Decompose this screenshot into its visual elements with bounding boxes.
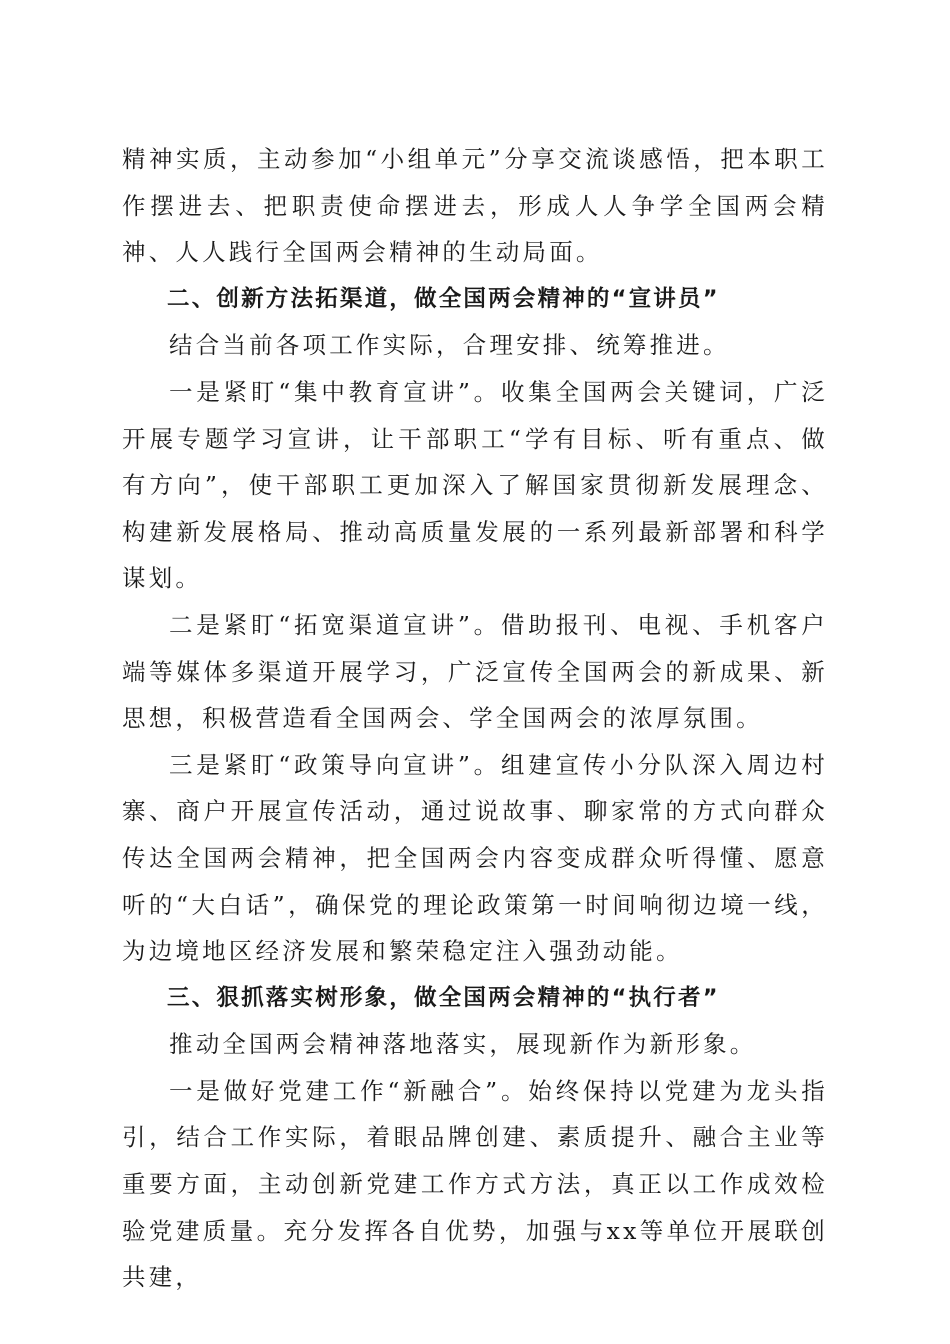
paragraph-item-2-2: 二是紧盯“拓宽渠道宣讲”。借助报刊、电视、手机客户端等媒体多渠道开展学习，广泛宣传全国两会的新成果、新思想，积极营造看全国两会、学全国两会的浓厚氛围。 (122, 610, 828, 733)
paragraph-intro-3: 推动全国两会精神落地落实，展现新作为新形象。 (169, 1030, 757, 1059)
paragraph-item-2-3: 三是紧盯“政策导向宣讲”。组建宣传小分队深入周边村寨、商户开展宣传活动，通过说故事、聊家常的方式向群众传达全国两会精神，把全国两会内容变成群众听得懂、愿意听的“大白话”，确保党的理论政策第一时间响彻边境一线，为边境地区经济发展和繁荣稳定注入强劲动能。 (122, 750, 828, 966)
paragraph-item-3-1: 一是做好党建工作“新融合”。始终保持以党建为龙头指引，结合工作实际，着眼品牌创建、素质提升、融合主业等重要方面，主动创新党建工作方式方法，真正以工作成效检验党建质量。充分发挥各自优势，加强与xx等单位开展联创共建， (122, 1076, 828, 1292)
section-heading-3: 三、狠抓落实树形象，做全国两会精神的“执行者” (167, 984, 720, 1011)
paragraph-item-2-1: 一是紧盯“集中教育宣讲”。收集全国两会关键词，广泛开展专题学习宣讲，让干部职工“学有目标、听有重点、做有方向”，使干部职工更加深入了解国家贯彻新发展理念、构建新发展格局、推动高质量发展的一系列最新部署和科学谋划。 (122, 377, 828, 593)
section-heading-2: 二、创新方法拓渠道，做全国两会精神的“宣讲员” (167, 285, 720, 312)
document-body (122, 136, 828, 1301)
paragraph-intro-2: 结合当前各项工作实际，合理安排、统筹推进。 (169, 331, 730, 360)
paragraph-continuation: 精神实质，主动参加“小组单元”分享交流谈感悟，把本职工作摆进去、把职责使命摆进去，形成人人争学全国两会精神、人人践行全国两会精神的生动局面。 (122, 145, 828, 267)
